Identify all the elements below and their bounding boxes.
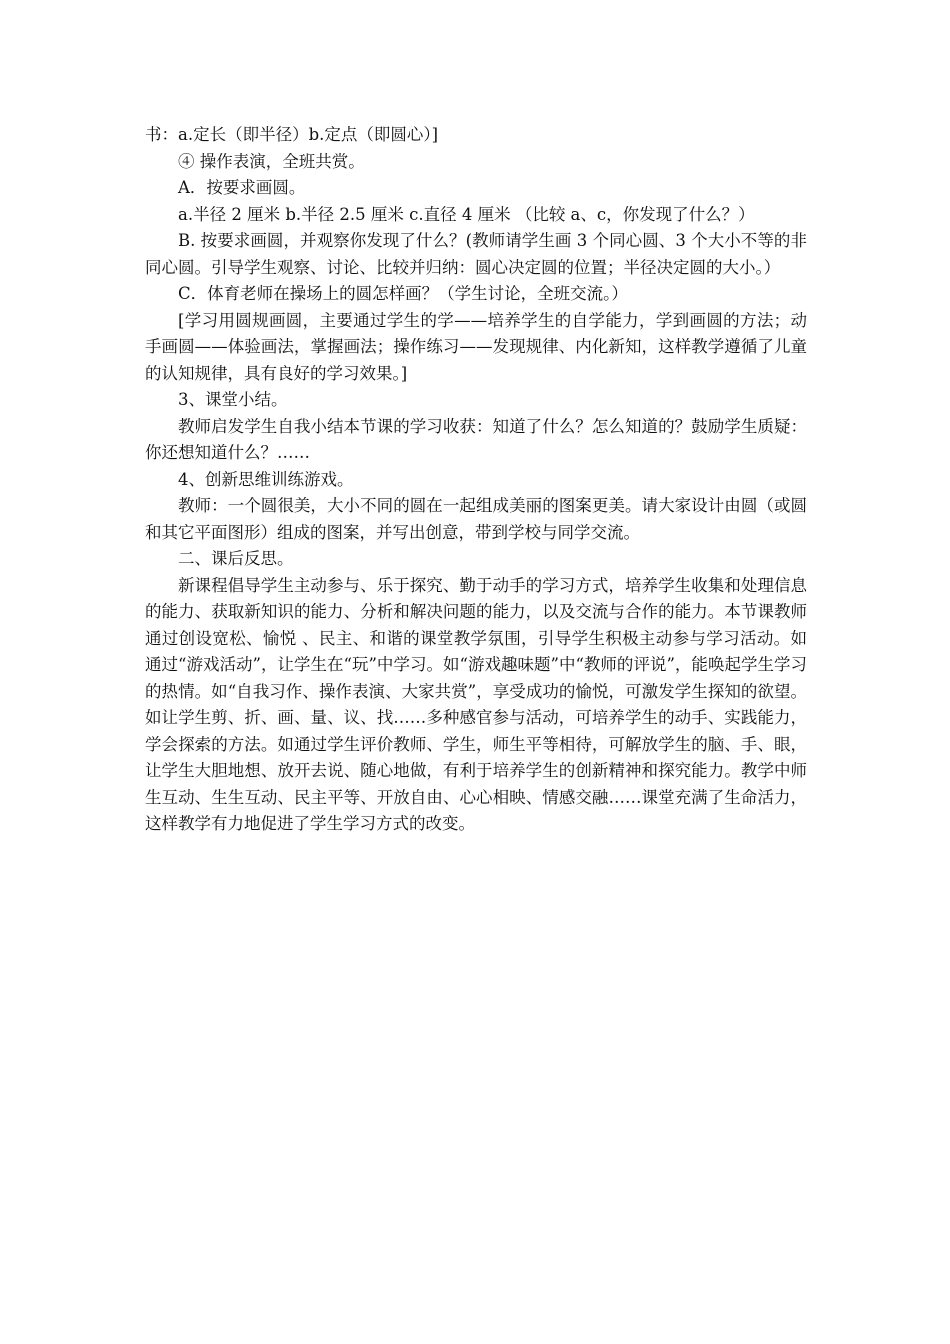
document-body xyxy=(145,122,807,838)
paragraph-comment: [学习用圆规画圆，主要通过学生的学——培养学生的自学能力，学到画圆的方法；动手画圆——体验画法，掌握画法；操作练习——发现规律、内化新知，这样教学遵循了儿童的认知规律，具有良好的学习效果。] xyxy=(145,310,807,383)
paragraph-task-a-items: a.半径 2 厘米 b.半径 2.5 厘米 c.直径 4 厘米 （比较 a、c，你发现了什么？） xyxy=(178,204,755,224)
paragraph-task-c: C．体育老师在操场上的圆怎样画？（学生讨论，全班交流。） xyxy=(178,284,628,303)
heading-reflection: 二、课后反思。 xyxy=(178,549,294,568)
paragraph-task-b: B. 按要求画圆，并观察你发现了什么？(教师请学生画 3 个同心圆、3 个大小不等的非同心圆。引导学生观察、讨论、比较并归纳：圆心决定圆的位置；半径决定圆的大小。） xyxy=(145,231,807,277)
paragraph-summary: 教师启发学生自我小结本节课的学习收获：知道了什么？怎么知道的？鼓励学生质疑：你还想知道什么？…… xyxy=(145,416,807,462)
paragraph-task-a: A．按要求画圆。 xyxy=(178,178,306,197)
paragraph-game: 教师：一个圆很美，大小不同的圆在一起组成美丽的图案更美。请大家设计由圆（或圆和其它平面图形）组成的图案，并写出创意，带到学校与同学交流。 xyxy=(145,496,807,542)
heading-summary: 3、课堂小结。 xyxy=(178,390,288,409)
paragraph-reflection: 新课程倡导学生主动参与、乐于探究、勤于动手的学习方式，培养学生收集和处理信息的能力、获取新知识的能力、分析和解决问题的能力，以及交流与合作的能力。本节课教师通过创设宽松、愉悦 、民主、和谐的课堂教学氛围，引导学生积极主动参与学习活动。如通过“游戏活动”，让学生在“玩”中学习。如“游戏趣味题”中“教师的评说”，能唤起学生学习的热情。如“自我习作、操作表演、大家共赏”，享受成功的愉悦，可激发学生探知的欲望。如让学生剪、折、画、量、议、找……多种感官参与活动，可培养学生的动手、实践能力，学会探索的方法。如通过学生评价教师、学生，师生平等相待，可解放学生的脑、手、眼，让学生大胆地想、放开去说、随心地做，有利于培养学生的创新精神和探究能力。教学中师生互动、生生互动、民主平等、开放自由、心心相映、情感交融……课堂充满了生命活力，这样教学有力地促进了学生学习方式的改变。 xyxy=(145,575,807,833)
paragraph-continuation: 书：a.定长（即半径）b.定点（即圆心）] xyxy=(145,125,439,144)
paragraph-operation-show: ④ 操作表演，全班共赏。 xyxy=(178,151,365,171)
heading-game: 4、创新思维训练游戏。 xyxy=(178,469,354,489)
